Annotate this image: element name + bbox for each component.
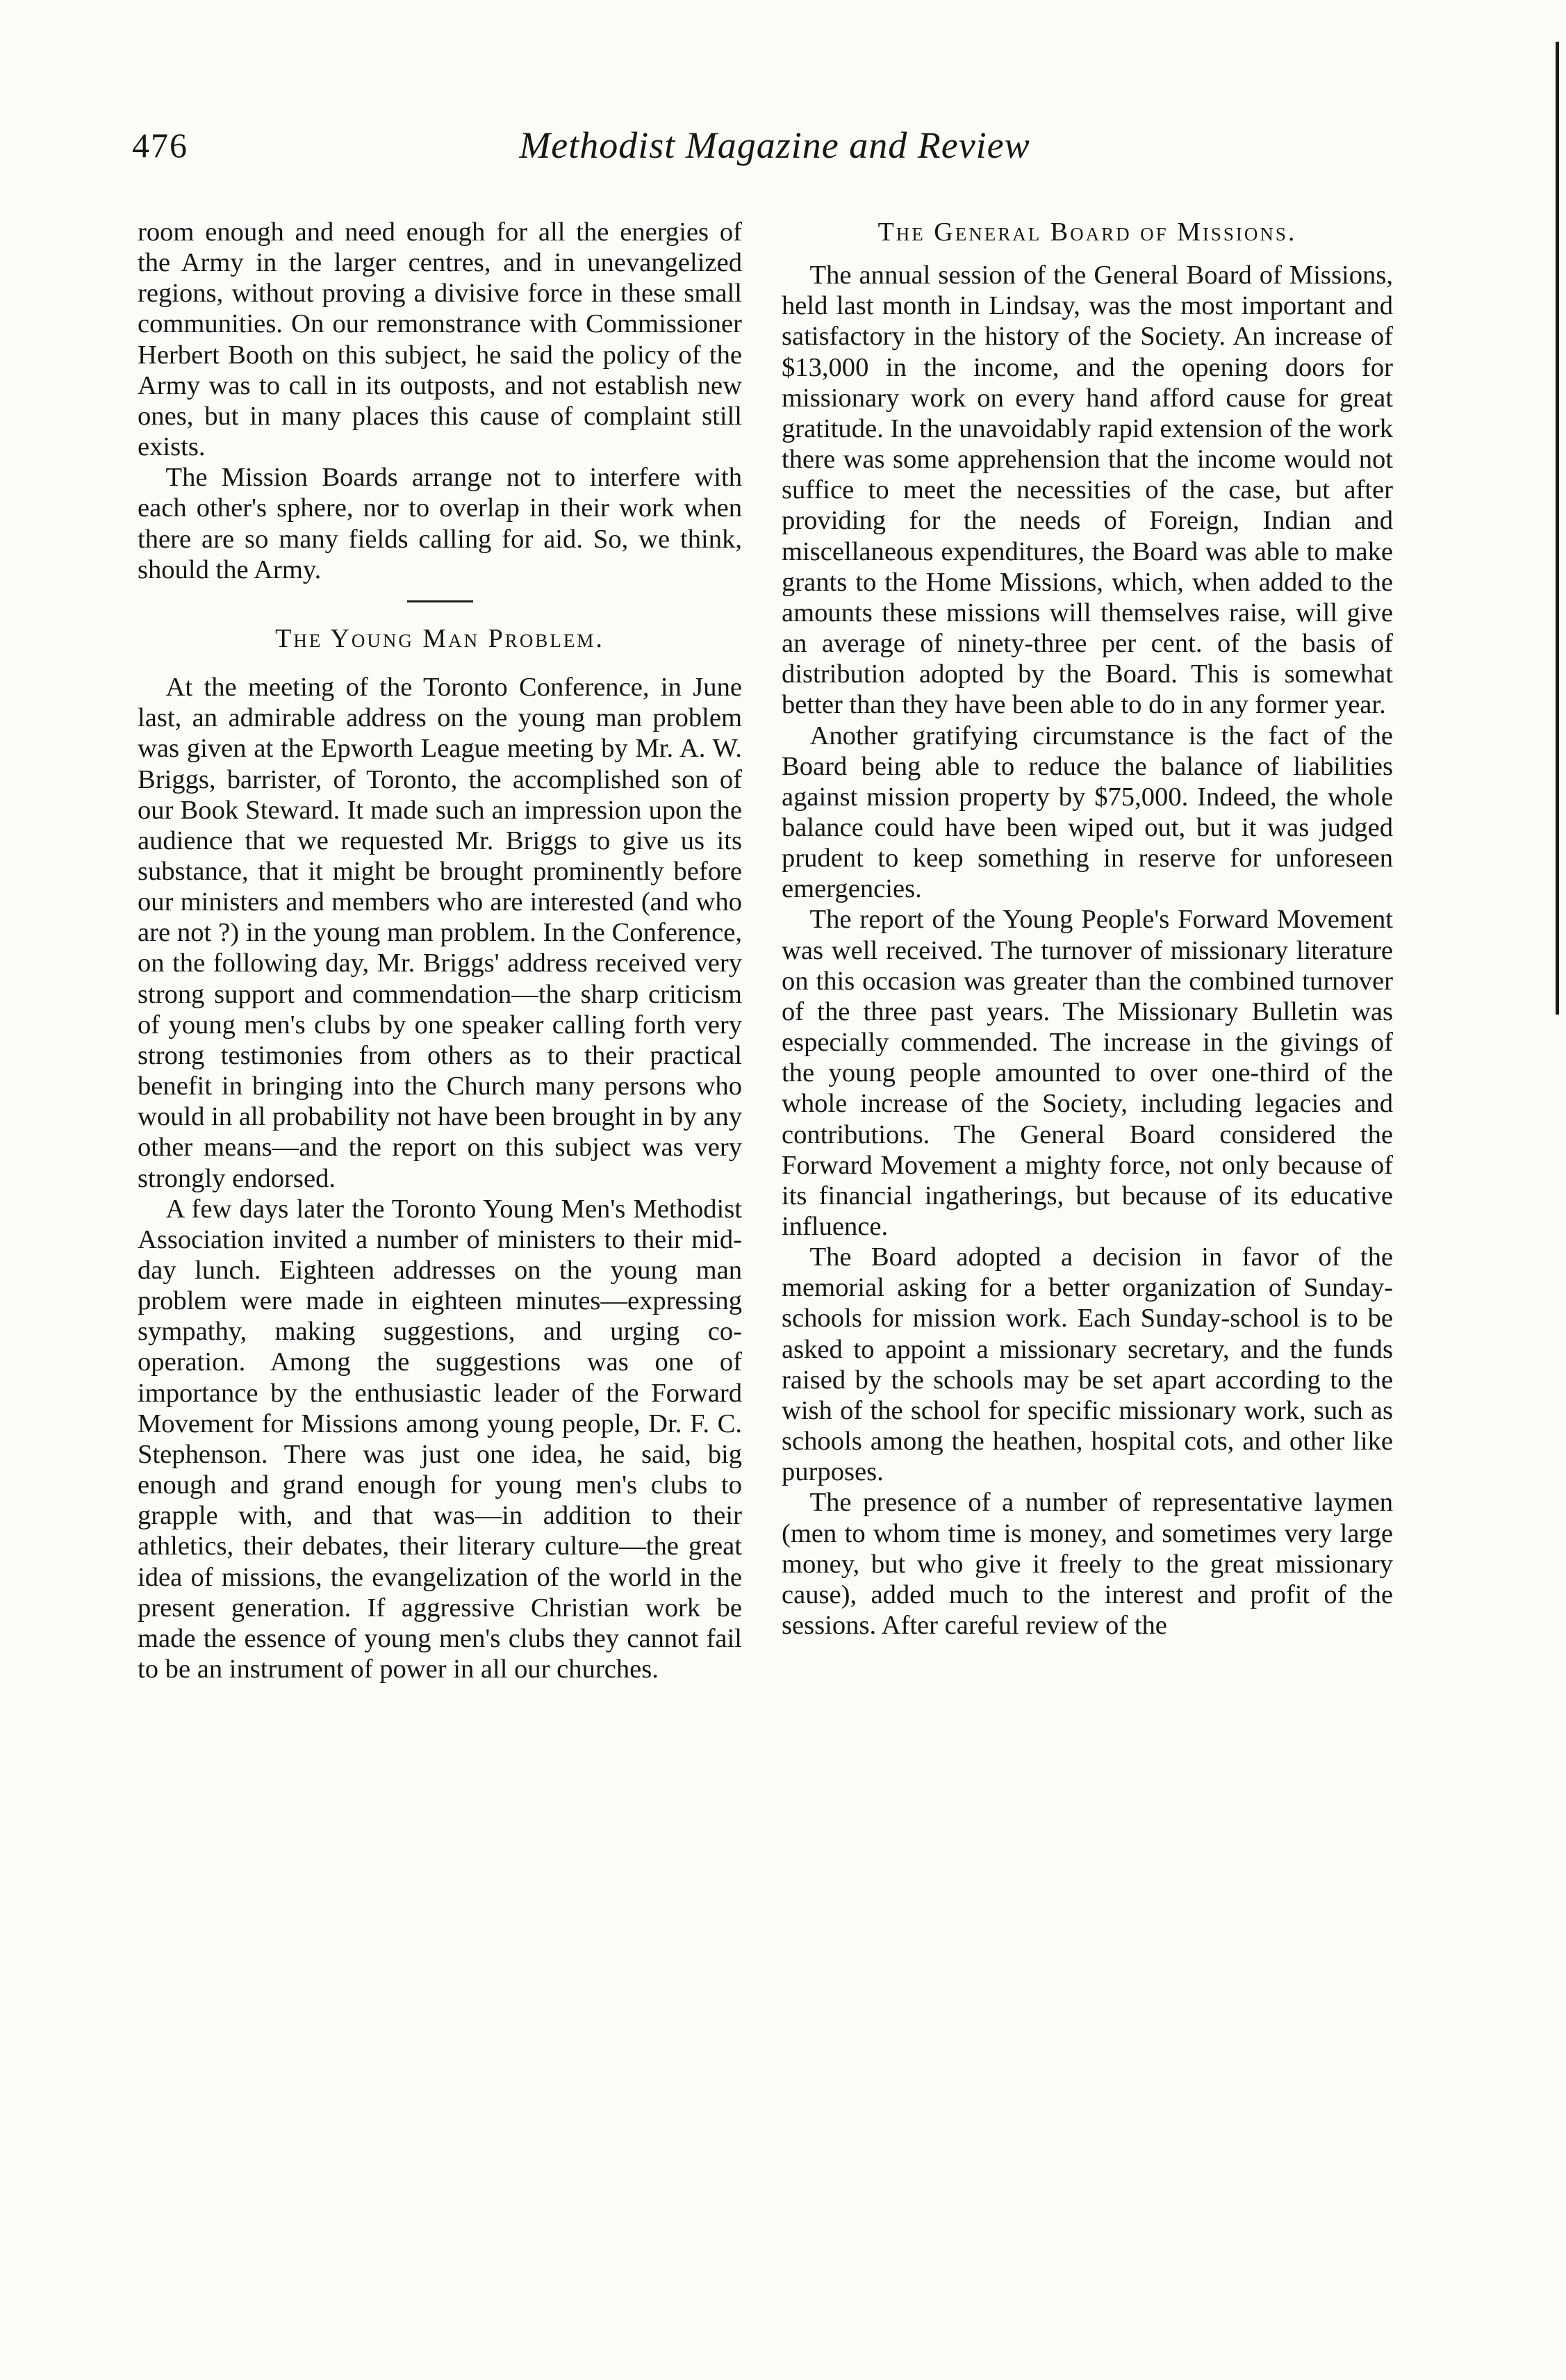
right-column: [782, 217, 1393, 2329]
left-paragraph-1: room enough and need enough for all the energies of the Army in the larger centres, and in unevangelized regions, without proving a divisive force in these small communities. On our remonstrance with Commissioner Herbert Booth on this subject, he said the policy of the Army was to call in its outposts, and not establish new ones, but in many places this cause of complaint still exists.: [138, 218, 742, 462]
right-paragraph-1: The annual session of the General Board of Missions, held last month in Lindsay, was the most important and satisfactory in the history of the Society. An increase of $13,000 in the income, and the opening doors for missionary work on every hand afford cause for great gratitude. In the unavoidably rapid extension of the work there was some apprehension that the income would not suffice to meet the necessities of the case, but after providing for the needs of Foreign, Indian and miscellaneous expenditures, the Board was able to make grants to the Home Missions, which, when added to the amounts these missions will themselves raise, will give an average of ninety-three per cent. of the basis of distribution adopted by the Board. This is somewhat better than they have been able to do in any former year.: [782, 261, 1393, 720]
right-paragraph-3: The report of the Young People's Forward Movement was well received. The turnover of missionary literature on this occasion was greater than the combined turnover of the three past years. The Missionary Bulletin was especially commended. The increase in the givings of the young people amounted to over one-third of the whole increase of the Society, including legacies and contributions. The General Board considered the Forward Movement a mighty force, not only because of its financial ingatherings, but because of its educative influence.: [782, 905, 1393, 1241]
right-paragraph-2: Another gratifying circumstance is the fact of the Board being able to reduce the balance of liabilities against mission property by $75,000. Indeed, the whole balance could have been wiped out, but it was judged prudent to keep something in reserve for unforeseen emergencies.: [782, 721, 1393, 904]
right-paragraph-5: The presence of a number of representative laymen (men to whom time is money, and sometimes very large money, but who give it freely to the great missionary cause), added much to the interest and profit of the sessions. After careful review of the: [782, 1488, 1393, 1641]
scan-edge-line: [1556, 42, 1559, 1015]
left-paragraph-2: The Mission Boards arrange not to interfere with each other's sphere, nor to overlap in their work when there are so many fields calling for aid. So, we think, should the Army.: [138, 463, 742, 584]
page-number: 476: [132, 126, 188, 165]
page-header: [132, 125, 1417, 188]
left-paragraph-3: At the meeting of the Toronto Conference, in June last, an admirable address on the young man problem was given at the Epworth League meeting by Mr. A. W. Briggs, barrister, of Toronto, the accomplished son of our Book Steward. It made such an impression upon the audience that we requested Mr. Briggs to give us its substance, that it might be brought prominently before our ministers and members who are interested (and who are not ?) in the young man problem. In the Conference, on the following day, Mr. Briggs' address received very strong support and commendation—the sharp criticism of young men's clubs by one speaker calling forth very strong testimonies from others as to their practical benefit in bringing into the Church many persons who would in all probability not have been brought in by any other means—and the report on this subject was very strongly endorsed.: [138, 673, 742, 1193]
section-divider: [407, 600, 473, 602]
section-heading-young-man-problem: The Young Man Problem.: [275, 623, 604, 653]
left-column: [138, 217, 742, 2329]
left-paragraph-4: A few days later the Toronto Young Men's Methodist Association invited a number of ministers to their mid-day lunch. Eighteen addresses on the young man problem were made in eighteen minutes—expressing sympathy, making suggestions, and urging co-operation. Among the suggestions was one of importance by the enthusiastic leader of the Forward Movement for Missions among young people, Dr. F. C. Stephenson. There was just one idea, he said, big enough and grand enough for young men's clubs to grapple with, and that was—in addition to their athletics, their debates, their literary culture—the great idea of missions, the evangelization of the world in the present generation. If aggressive Christian work be made the essence of young men's clubs they cannot fail to be an instrument of power in all our churches.: [138, 1194, 742, 1684]
running-title: Methodist Magazine and Review: [519, 124, 1030, 166]
section-heading-general-board: The General Board of Missions.: [877, 218, 1297, 247]
right-paragraph-4: The Board adopted a decision in favor of the memorial asking for a better organization of Sunday-schools for mission work. Each Sunday-school is to be asked to appoint a missionary secretary, and the funds raised by the schools may be set apart according to the wish of the school for specific missionary work, such as schools among the heathen, hospital cots, and other like purposes.: [782, 1242, 1393, 1487]
